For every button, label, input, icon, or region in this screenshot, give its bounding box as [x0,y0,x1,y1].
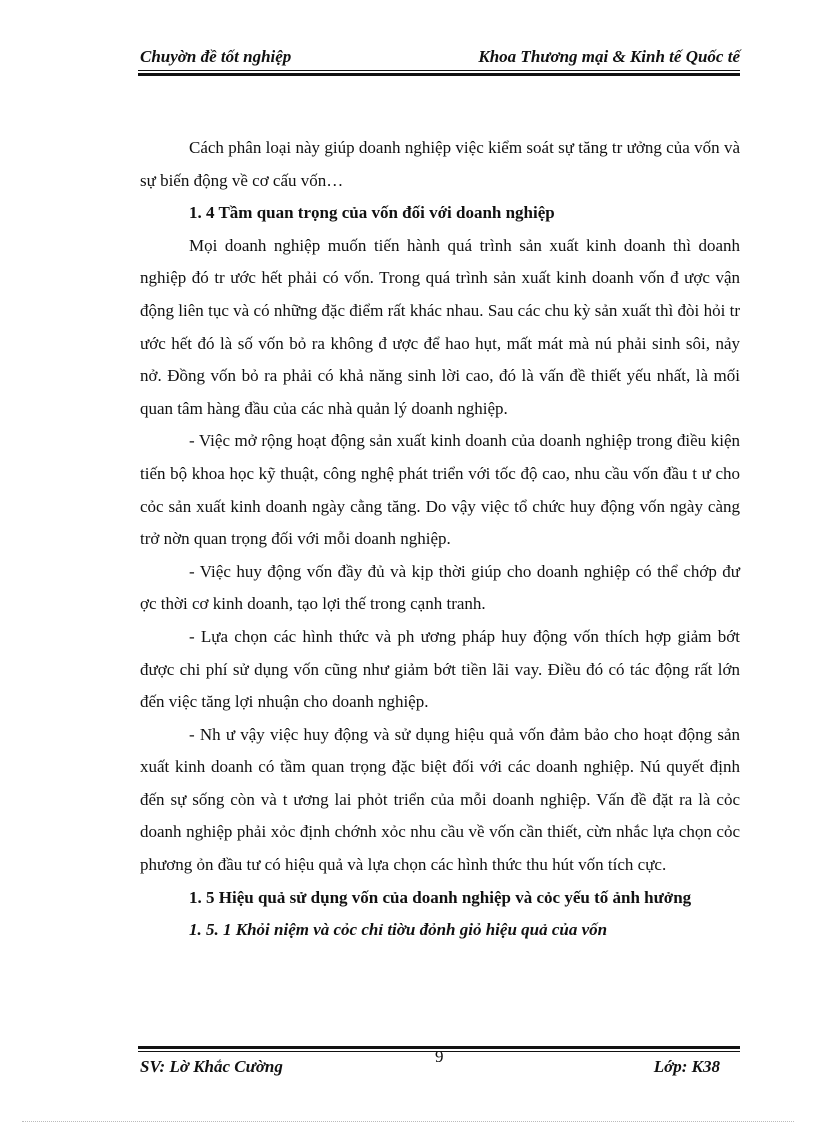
paragraph-timely-mobilization: - Việc huy động vốn đầy đủ và kịp thời giúp cho doanh nghiệp có thể chớp đư ợc thời cơ kinh doanh, tạo lợi thế trong cạnh tranh. [140,561,740,614]
paragraph-method-selection: - Lựa chọn các hình thức và ph ương pháp huy động vốn thích hợp giảm bớt được chi phí sử dụng vốn cũng như giảm bớt tiền lãi vay. Điều đó có tác động rất lớn đến việc tăng lợi nhuận cho doanh nghiệp. [140,626,740,712]
page-footer [138,1047,740,1077]
header-rule-thin [138,70,740,71]
page-header [138,47,740,69]
header-thesis-title: Chuyờn đề tốt nghiệp [140,47,292,66]
header-faculty: Khoa Thương mại & Kinh tế Quốc tế [478,47,740,66]
footer-class: Lớp: K38 [653,1057,720,1076]
page-bottom-dotted-border [22,1121,794,1122]
paragraph-classification-summary: Cách phân loại này giúp doanh nghiệp việc kiểm soát sự tăng tr ưởng của vốn và sự biến động về cơ cấu vốn… [140,138,740,190]
paragraph-expansion: - Việc mở rộng hoạt động sản xuất kinh doanh của doanh nghiệp trong điều kiện tiến bộ khoa học kỹ thuật, công nghệ phát triển với tốc độ cao, nhu cầu vốn đầu t ư cho cỏc sản xuất kinh doanh ngày cằng tăng. Do vậy việc tổ chức huy động vốn ngày càng trở nờn quan trọng đối với mỗi doanh nghiệp. [140,431,740,549]
section-heading-1-5: 1. 5 Hiệu quả sử dụng vốn của doanh nghiệp và cỏc yếu tố ảnh hưởng [189,887,692,907]
header-rule-thick [138,73,740,76]
subsection-heading-1-5-1: 1. 5. 1 Khỏi niệm và cỏc chỉ tiờu đỏnh giỏ hiệu quả của vốn [189,920,608,940]
paragraph-capital-importance: Mọi doanh nghiệp muốn tiến hành quá trình sản xuất kinh doanh thì doanh nghiệp đó tr ước hết phải có vốn. Trong quá trình sản xuất kinh doanh vốn đ ược vận động liên tục và có những đặc điểm rất khác nhau. Sau các chu kỳ sản xuất thì đòi hỏi tr ước hết đó là số vốn bỏ ra không đ ược để hao hụt, mất mát mà nú phải sinh sôi, nảy nở. Đồng vốn bỏ ra phải có khả năng sinh lời cao, đó là vấn đề thiết yếu nhất, là mối quan tâm hàng đầu của các nhà quản lý doanh nghiệp. [140,235,740,418]
document-body [140,132,740,947]
section-heading-1-4: 1. 4 Tầm quan trọng của vốn đối với doanh nghiệp [189,203,555,223]
page-number: 9 [435,1047,444,1066]
footer-student-name: SV: Lờ Khắc Cường [140,1057,283,1076]
paragraph-efficient-use: - Nh ư vậy việc huy động và sử dụng hiệu quả vốn đảm bảo cho hoạt động sản xuất kinh doanh có tầm quan trọng đặc biệt đối với các doanh nghiệp. Nú quyết định đến sự sống còn và t ương lai phỏt triển của mỗi doanh nghiệp. Vấn đề đặt ra là cỏc doanh nghiệp phải xỏc định chớnh xỏc nhu cầu về vốn cần thiết, cừn nhắc lựa chọn cỏc phương ỏn đầu tư có hiệu quả và lựa chọn các hình thức thu hút vốn tích cực. [140,724,740,875]
